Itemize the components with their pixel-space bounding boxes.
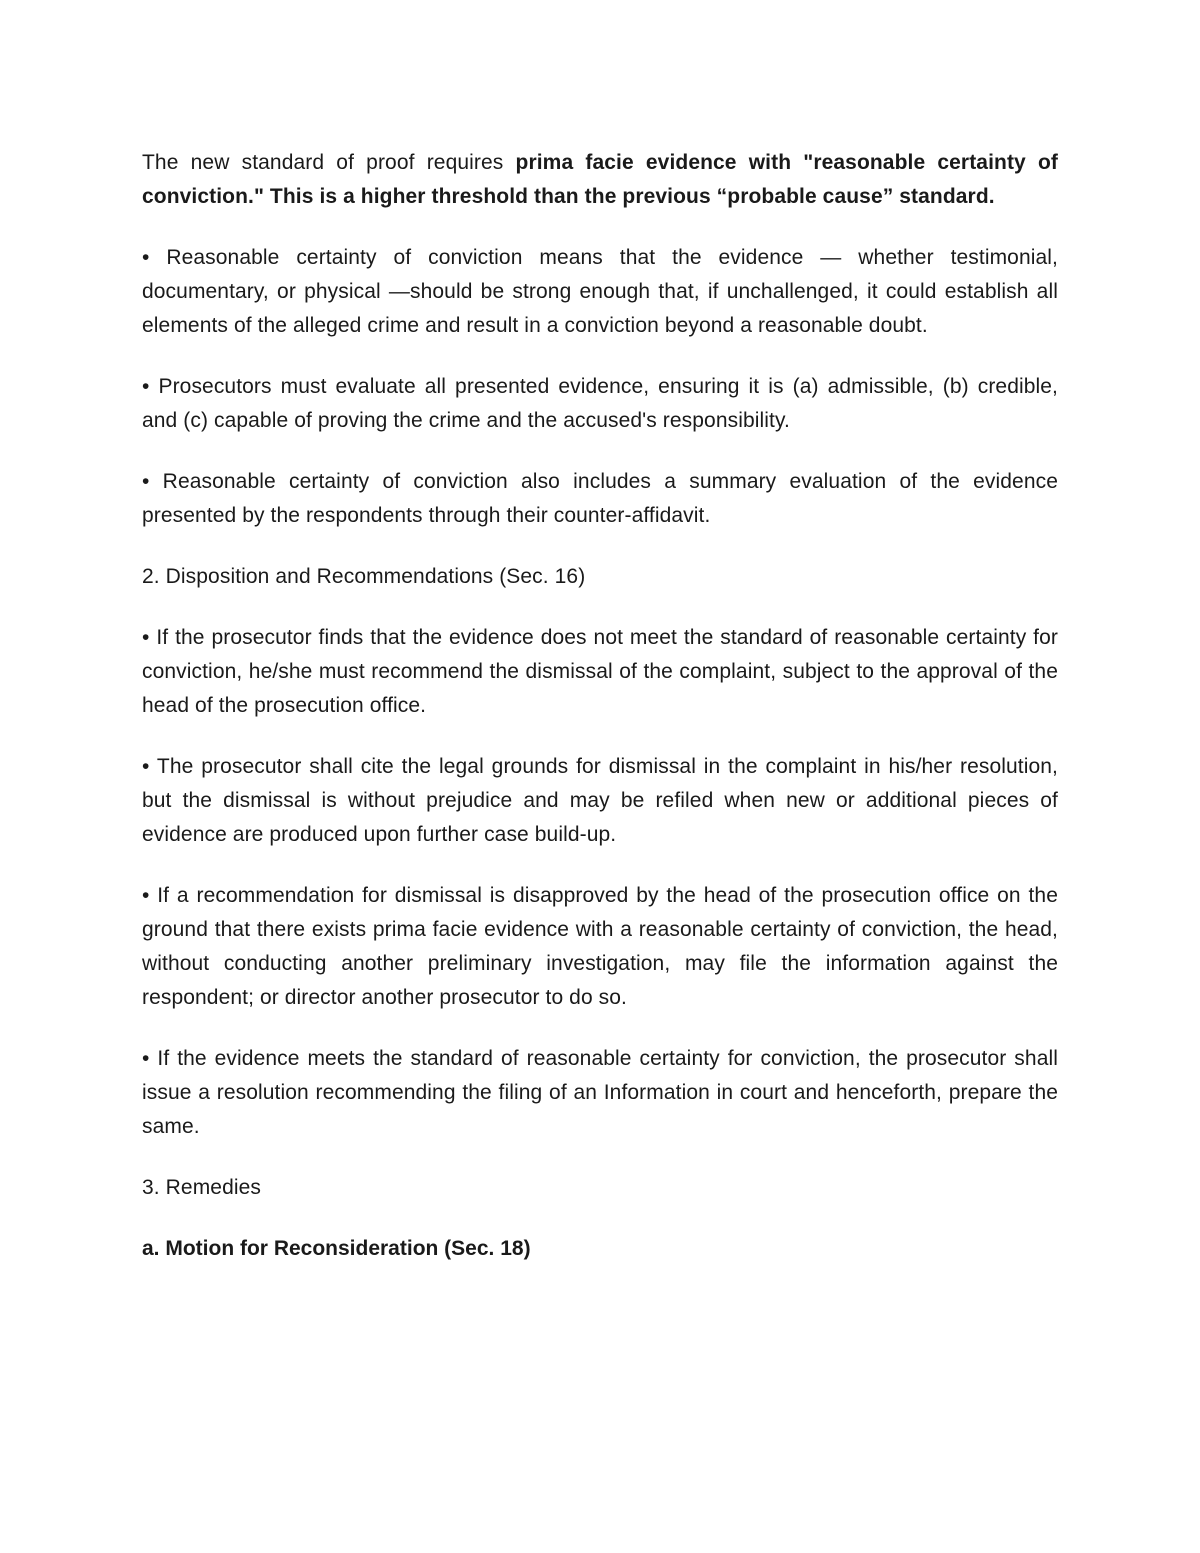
bullet-paragraph: • Prosecutors must evaluate all presented evidence, ensuring it is (a) admissible, (b) credible, and (c) capable of proving the crime and the accused's responsibility. [142, 375, 1058, 432]
bullet-paragraph: • Reasonable certainty of conviction means that the evidence — whether testimonial, documentary, or physical —should be strong enough that, if unchallenged, it could establish all elements of the alleged crime and result in a conviction beyond a reasonable doubt. [142, 246, 1058, 337]
bullet-paragraph: • If the evidence meets the standard of reasonable certainty for conviction, the prosecutor shall issue a resolution recommending the filing of an Information in court and henceforth, prepare the same. [142, 1047, 1058, 1138]
bullet-paragraph: • If a recommendation for dismissal is disapproved by the head of the prosecution office on the ground that there exists prima facie evidence with a reasonable certainty of conviction, the head, without conducting another preliminary investigation, may file the information against the respondent; or director another prosecutor to do so. [142, 884, 1058, 1009]
intro-paragraph [142, 146, 1058, 214]
section-2-heading: 2. Disposition and Recommendations (Sec. 16) [142, 565, 586, 588]
intro-bold-text: prima facie evidence with "reasonable certainty of conviction." This is a higher threshold than the previous “probable cause” standard. [142, 151, 1058, 208]
bullet-paragraph: • If the prosecutor finds that the evidence does not meet the standard of reasonable certainty for conviction, he/she must recommend the dismissal of the complaint, subject to the approval of the head of the prosecution office. [142, 626, 1058, 717]
intro-lead-text: The new standard of proof requires [142, 151, 516, 174]
subsection-heading: a. Motion for Reconsideration (Sec. 18) [142, 1237, 531, 1260]
bullet-paragraph: • Reasonable certainty of conviction also includes a summary evaluation of the evidence presented by the respondents through their counter-affidavit. [142, 470, 1058, 527]
bullet-paragraph: • The prosecutor shall cite the legal grounds for dismissal in the complaint in his/her resolution, but the dismissal is without prejudice and may be refiled when new or additional pieces of evidence are produced upon further case build-up. [142, 755, 1058, 846]
section-3-heading: 3. Remedies [142, 1176, 261, 1199]
document-page [142, 146, 1058, 1266]
